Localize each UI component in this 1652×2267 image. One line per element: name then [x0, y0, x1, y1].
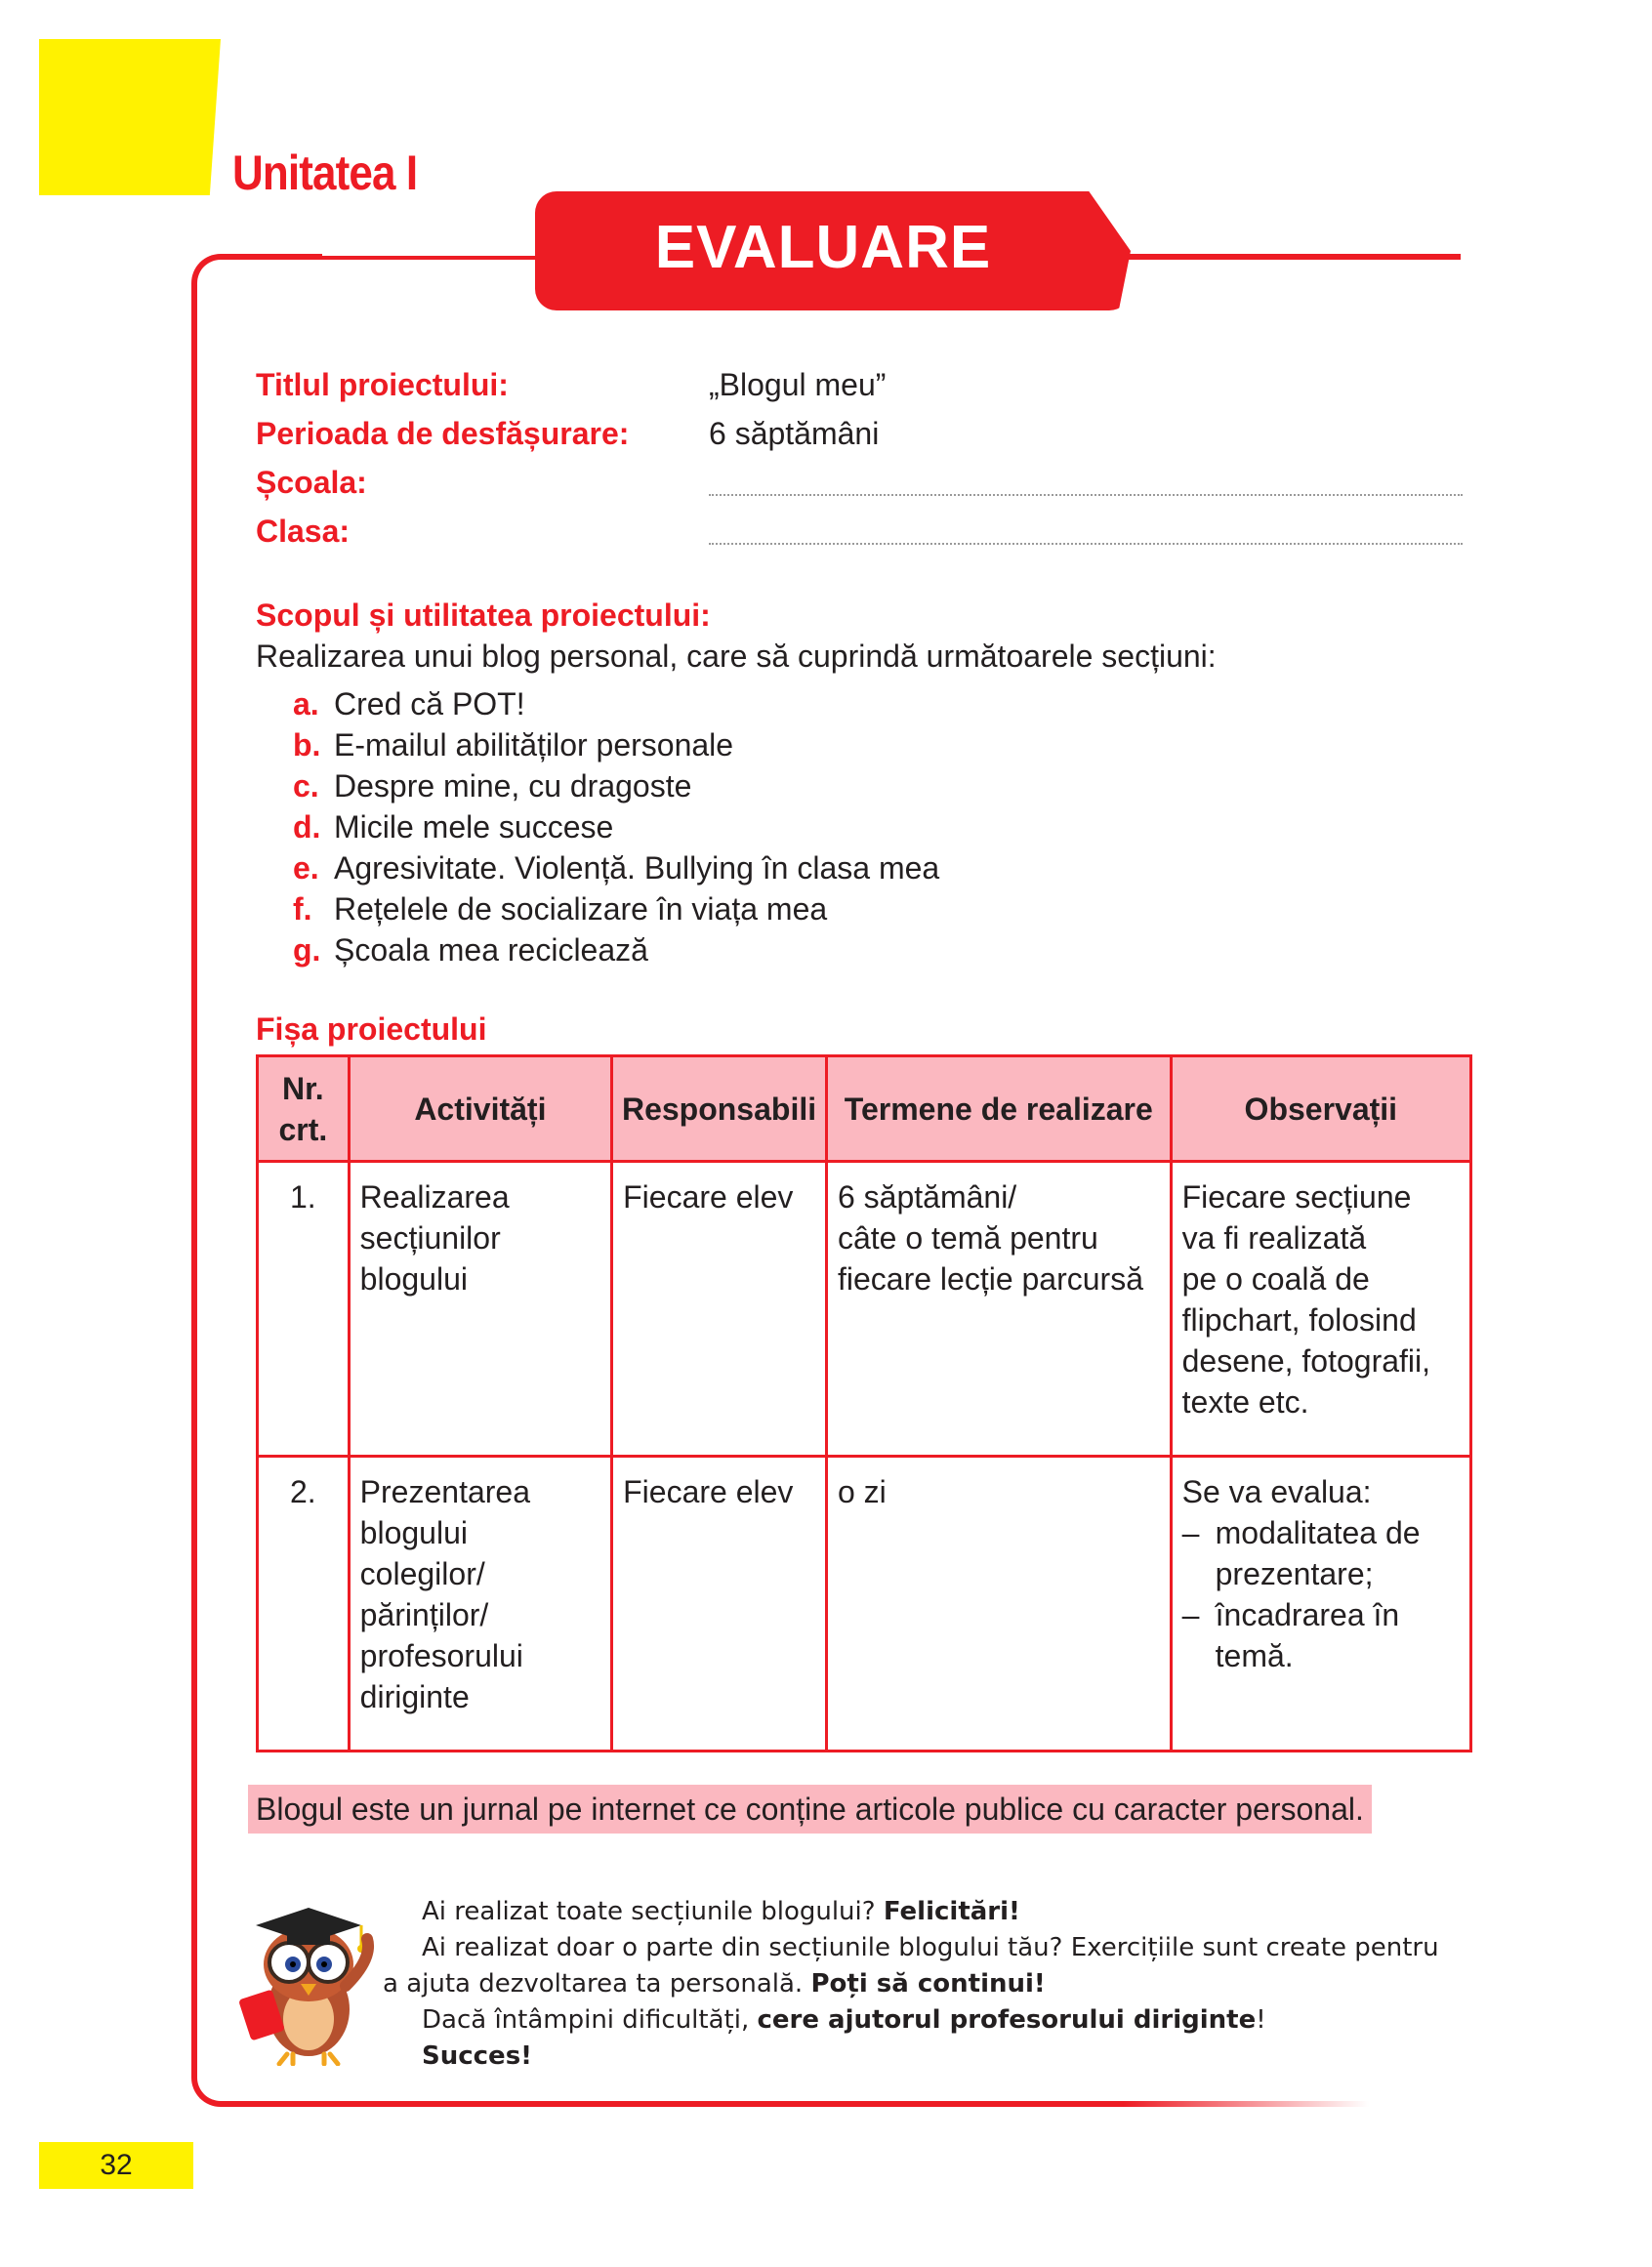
list-item: [293, 806, 939, 847]
page-title: EVALUARE: [654, 214, 992, 281]
note-text: Ai realizat doar o parte din secțiunile blogului tău? Exercițiile sunt create pentru: [422, 1933, 1439, 1962]
note-line: [383, 2002, 1476, 2039]
list-text: Despre mine, cu dragoste: [334, 768, 692, 804]
column-header-observations: Observații: [1171, 1056, 1470, 1162]
school-blank-line: [709, 494, 1463, 496]
note-text: a ajuta dezvoltarea ta personală.: [383, 1969, 811, 1999]
note-text: Dacă întâmpini dificultăți,: [422, 2005, 758, 2035]
list-letter: e.: [293, 850, 319, 886]
list-letter: d.: [293, 809, 321, 845]
row-deadline: o zi: [826, 1457, 1171, 1752]
sheet-heading: Fișa proiectului: [256, 1011, 487, 1047]
row-number: 1.: [258, 1162, 350, 1457]
list-item: [293, 724, 939, 765]
note-bold: cere ajutorul profesorului diriginte: [757, 2005, 1257, 2035]
note-bold: Poți să continui!: [810, 1969, 1046, 1999]
row-activity: Realizarea secțiunilor blogului: [349, 1162, 611, 1457]
note-line: [383, 1966, 1476, 2002]
row-observations: Fiecare secțiune va fi realizată pe o coală de flipchart, folosind desene, fotografii, texte etc.: [1171, 1162, 1470, 1457]
table-row: [258, 1457, 1471, 1752]
row-observations: [1171, 1457, 1470, 1752]
list-text: E-mailul abilităților personale: [334, 727, 734, 763]
column-header-deadline: Termene de realizare: [826, 1056, 1171, 1162]
list-text: Micile mele succese: [334, 809, 614, 845]
observation-text: încadrarea în temă.: [1215, 1597, 1400, 1673]
observation-text: modalitatea de prezentare;: [1215, 1515, 1421, 1591]
list-text: Cred că POT!: [334, 686, 525, 721]
row-responsible: Fiecare elev: [612, 1457, 827, 1752]
column-header-responsible: Responsabili: [612, 1056, 827, 1162]
list-item: [293, 847, 939, 888]
note-line: [383, 2039, 1476, 2075]
note-line: [383, 1894, 1476, 1930]
project-title-label: Titlul proiectului:: [256, 367, 509, 402]
list-item: [293, 929, 939, 970]
project-title-value: „Blogul meu”: [709, 367, 887, 402]
list-letter: b.: [293, 727, 321, 763]
scope-intro: Realizarea unui blog personal, care să cuprindă următoarele secțiuni:: [256, 639, 1217, 674]
observations-intro: Se va evalua:: [1181, 1474, 1372, 1509]
observations-list: [1182, 1512, 1460, 1676]
list-letter: g.: [293, 932, 321, 968]
list-item: – modalitatea de prezentare;: [1182, 1512, 1460, 1594]
sections-list: [293, 683, 939, 970]
list-text: Școala mea reciclează: [334, 932, 648, 968]
table-row: [258, 1162, 1471, 1457]
list-item: – încadrarea în temă.: [1182, 1594, 1460, 1676]
scope-heading: Scopul și utilitatea proiectului:: [256, 598, 711, 633]
list-item: [293, 683, 939, 724]
owl-mascot-icon: [230, 1900, 387, 2066]
project-sheet-table: [256, 1054, 1472, 1752]
row-number: 2.: [258, 1457, 350, 1752]
note-text: Ai realizat toate secțiunile blogului?: [422, 1897, 884, 1926]
note-text: !: [1256, 2005, 1266, 2035]
column-header-activities: Activități: [349, 1056, 611, 1162]
class-blank-line: [709, 543, 1463, 545]
list-text: Agresivitate. Violență. Bullying în clasa mea: [334, 850, 940, 886]
corner-tab: [39, 39, 221, 195]
row-responsible: Fiecare elev: [612, 1162, 827, 1457]
unit-title: Unitatea I: [232, 145, 418, 200]
period-value: 6 săptămâni: [709, 416, 880, 451]
row-activity: Prezentarea blogului colegilor/ părinților/ profesorului diriginte: [349, 1457, 611, 1752]
note-bold: Succes!: [422, 2041, 533, 2071]
list-text: Rețelele de socializare în viața mea: [334, 891, 828, 927]
list-letter: c.: [293, 768, 319, 804]
note-bold: Felicitări!: [883, 1897, 1020, 1926]
blog-definition: Blogul este un jurnal pe internet ce conține articole publice cu caracter personal.: [248, 1785, 1372, 1834]
owl-message: [383, 1894, 1476, 2075]
row-deadline: 6 săptămâni/ câte o temă pentru fiecare lecție parcursă: [826, 1162, 1171, 1457]
class-label: Clasa:: [256, 514, 351, 549]
school-label: Școala:: [256, 465, 367, 500]
frame-gap: [322, 248, 566, 256]
column-header-nr: Nr. crt.: [258, 1056, 350, 1162]
period-label: Perioada de desfășurare:: [256, 416, 630, 451]
frame-fade: [1123, 2099, 1474, 2113]
list-item: [293, 765, 939, 806]
list-letter: a.: [293, 686, 319, 721]
list-item: [293, 888, 939, 929]
table-header-row: [258, 1056, 1471, 1162]
note-line: [383, 1930, 1476, 1966]
page-number: 32: [39, 2142, 193, 2189]
list-letter: f.: [293, 891, 312, 927]
